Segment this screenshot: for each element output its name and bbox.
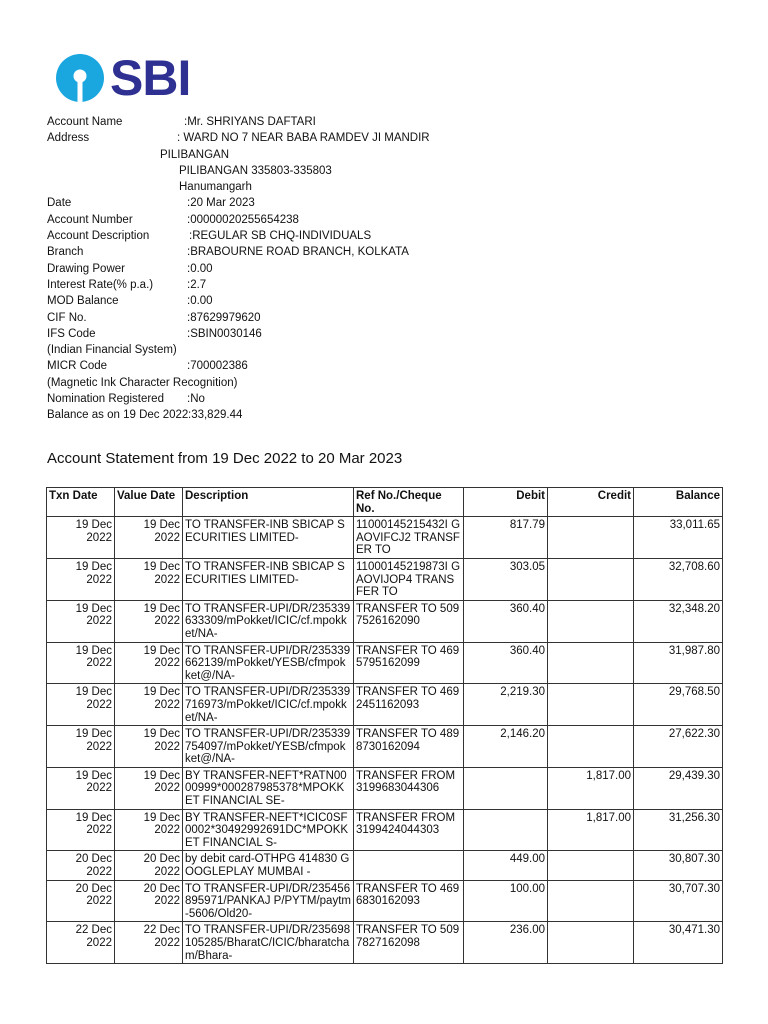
value-date-cell-text: 19 Dec 2022 — [143, 644, 180, 670]
balance-cell-text: 32,708.60 — [668, 560, 720, 573]
txn-date-cell-text: 22 Dec 2022 — [75, 924, 112, 949]
ref-no-cell — [354, 922, 464, 964]
description-cell — [183, 851, 354, 880]
header-ref-no: Ref No./Cheque No. — [354, 488, 464, 517]
value-date-cell-text: 19 Dec 2022 — [143, 602, 180, 628]
account-field-row — [47, 326, 607, 342]
description-cell — [183, 809, 354, 851]
ref-no-cell-text: TRANSFER TO 4695795162099 — [356, 644, 460, 670]
statement-title: Account Statement from 19 Dec 2022 to 20 Mar 2023 — [47, 450, 403, 467]
txn-date-cell — [47, 726, 115, 768]
account-field-row — [47, 244, 607, 260]
header-value-date: Value Date — [115, 488, 183, 517]
txn-date-cell — [47, 600, 115, 642]
description-cell-text: TO TRANSFER-UPI/DR/235339754097/mPokket/YESB/cfmpokket@/NA- — [185, 728, 351, 766]
value-date-cell — [115, 517, 183, 559]
credit-cell — [548, 726, 634, 768]
value-date-cell-text: 19 Dec 2022 — [143, 686, 180, 711]
brand-name: SBI — [110, 50, 191, 106]
ref-no-cell — [354, 880, 464, 922]
debit-cell-text: 100.00 — [509, 882, 545, 895]
account-field-label: Address — [47, 132, 90, 145]
account-field-value: PILIBANGAN — [160, 148, 230, 161]
account-field-label: CIF No. — [47, 311, 87, 324]
value-date-cell — [115, 726, 183, 768]
account-field-value: :BRABOURNE ROAD BRANCH, KOLKATA — [187, 246, 409, 259]
description-cell-text: by debit card-OTHPG 414830 GOOGLEPLAY MUMBAI - — [185, 853, 350, 879]
balance-cell-text: 27,622.30 — [668, 728, 720, 741]
debit-cell-text: 236.00 — [509, 924, 545, 937]
account-field-row — [47, 179, 607, 195]
account-field-row — [47, 163, 607, 179]
account-field-label: (Magnetic Ink Character Recognition) — [47, 376, 238, 389]
account-field-value: :00000020255654238 — [187, 213, 299, 226]
balance-cell — [634, 922, 723, 964]
account-field-value: :REGULAR SB CHQ-INDIVIDUALS — [189, 230, 372, 243]
balance-cell — [634, 726, 723, 768]
description-cell — [183, 600, 354, 642]
account-field-row — [47, 261, 607, 277]
ref-no-cell — [354, 851, 464, 880]
account-field-label: Drawing Power — [47, 262, 125, 275]
balance-cell-text: 31,256.30 — [668, 811, 720, 824]
sbi-keyhole-logo-icon — [54, 52, 106, 104]
account-field-row — [47, 375, 607, 391]
ref-no-cell-text: TRANSFER TO 5097827162098 — [356, 924, 460, 949]
header-debit: Debit — [464, 488, 548, 517]
header-credit: Credit — [548, 488, 634, 517]
table-row — [47, 642, 723, 684]
ref-no-cell — [354, 726, 464, 768]
debit-cell — [464, 851, 548, 880]
description-cell-text: TO TRANSFER-UPI/DR/235339662139/mPokket/YESB/cfmpokket@/NA- — [185, 644, 351, 682]
txn-date-cell-text: 19 Dec 2022 — [75, 602, 112, 628]
credit-cell — [548, 767, 634, 809]
credit-cell — [548, 517, 634, 559]
table-row — [47, 767, 723, 809]
description-cell — [183, 517, 354, 559]
account-field-value: :SBIN0030146 — [187, 327, 262, 340]
account-field-row — [47, 114, 607, 130]
credit-cell-text: 1,817.00 — [586, 769, 631, 782]
description-cell-text: TO TRANSFER-INB SBICAP SECURITIES LIMITED- — [185, 560, 345, 586]
account-field-label: Balance as on 19 Dec 2022 — [47, 409, 189, 422]
account-field-row — [47, 212, 607, 228]
table-row — [47, 922, 723, 964]
account-field-label: Interest Rate(% p.a.) — [47, 278, 154, 291]
txn-date-cell-text: 19 Dec 2022 — [75, 769, 112, 795]
balance-cell-text: 32,348.20 — [668, 602, 720, 615]
account-field-value: :87629979620 — [187, 311, 261, 324]
description-cell-text: TO TRANSFER-UPI/DR/235698105285/BharatC/ICIC/bharatcham/Bhara- — [185, 924, 351, 962]
balance-cell-text: 33,011.65 — [669, 519, 720, 532]
account-field-row — [47, 228, 607, 244]
credit-cell — [548, 600, 634, 642]
credit-cell — [548, 558, 634, 600]
value-date-cell — [115, 767, 183, 809]
debit-cell-text: 360.40 — [509, 602, 545, 615]
ref-no-cell-text: TRANSFER FROM 3199683044306 — [356, 769, 456, 795]
account-field-label: Account Number — [47, 213, 133, 226]
ref-no-cell-text: TRANSFER TO 4692451162093 — [356, 686, 460, 711]
txn-date-cell-text: 19 Dec 2022 — [75, 644, 112, 670]
credit-cell — [548, 922, 634, 964]
txn-date-cell — [47, 517, 115, 559]
account-field-value: :No — [187, 393, 205, 406]
value-date-cell — [115, 880, 183, 922]
account-field-value: :33,829.44 — [188, 409, 243, 422]
txn-date-cell — [47, 767, 115, 809]
description-cell — [183, 880, 354, 922]
txn-date-cell — [47, 922, 115, 964]
ref-no-cell-text: TRANSFER TO 4696830162093 — [356, 882, 460, 908]
description-cell-text: BY TRANSFER-NEFT*RATN0000999*000287985378*MPOKKET FINANCIAL SE- — [185, 769, 347, 808]
balance-cell — [634, 684, 723, 726]
table-row — [47, 558, 723, 600]
account-field-row — [47, 391, 607, 407]
debit-cell-text: 360.40 — [509, 644, 545, 657]
ref-no-cell-text: TRANSFER TO 4898730162094 — [356, 728, 460, 753]
ref-no-cell — [354, 684, 464, 726]
description-cell-text: TO TRANSFER-UPI/DR/235456895971/PANKAJ P/PYTM/paytm-5606/Old20- — [185, 882, 351, 920]
credit-cell — [548, 851, 634, 880]
txn-date-cell-text: 19 Dec 2022 — [75, 686, 112, 711]
ref-no-cell — [354, 642, 464, 684]
txn-date-cell — [47, 558, 115, 600]
credit-cell-text: 1,817.00 — [586, 811, 631, 824]
txn-date-cell-text: 20 Dec 2022 — [75, 853, 112, 879]
balance-cell — [634, 558, 723, 600]
account-field-label: MICR Code — [47, 360, 108, 373]
txn-date-cell — [47, 684, 115, 726]
header-txn-date: Txn Date — [47, 488, 115, 517]
description-cell — [183, 922, 354, 964]
credit-cell — [548, 880, 634, 922]
account-field-label: Account Description — [47, 230, 150, 243]
ref-no-cell-text: TRANSFER FROM 3199424044303 — [356, 811, 456, 837]
debit-cell — [464, 880, 548, 922]
value-date-cell — [115, 684, 183, 726]
value-date-cell — [115, 809, 183, 851]
debit-cell — [464, 558, 548, 600]
table-row — [47, 517, 723, 559]
txn-date-cell-text: 19 Dec 2022 — [75, 811, 112, 837]
value-date-cell — [115, 642, 183, 684]
debit-cell — [464, 684, 548, 726]
value-date-cell — [115, 600, 183, 642]
description-cell — [183, 642, 354, 684]
account-field-row — [47, 277, 607, 293]
debit-cell — [464, 600, 548, 642]
txn-date-cell — [47, 809, 115, 851]
value-date-cell-text: 19 Dec 2022 — [143, 769, 180, 795]
account-field-label: Nomination Registered — [47, 393, 164, 406]
balance-cell — [634, 851, 723, 880]
txn-date-cell-text: 19 Dec 2022 — [75, 728, 112, 753]
account-field-value: Hanumangarh — [179, 181, 252, 194]
debit-cell — [464, 809, 548, 851]
ref-no-cell — [354, 767, 464, 809]
balance-cell-text: 30,807.30 — [668, 853, 720, 866]
account-field-value: :700002386 — [187, 360, 248, 373]
credit-cell — [548, 642, 634, 684]
balance-cell-text: 29,439.30 — [668, 769, 720, 782]
debit-cell-text: 449.00 — [509, 853, 545, 866]
ref-no-cell — [354, 517, 464, 559]
account-field-value: : WARD NO 7 NEAR BABA RAMDEV JI MANDIR — [177, 132, 430, 145]
value-date-cell-text: 19 Dec 2022 — [143, 519, 180, 544]
debit-cell-text: 2,146.20 — [500, 728, 545, 741]
credit-cell — [548, 684, 634, 726]
account-details — [47, 114, 607, 424]
description-cell — [183, 558, 354, 600]
table-row — [47, 880, 723, 922]
table-row — [47, 600, 723, 642]
account-field-label: IFS Code — [47, 327, 96, 340]
account-field-label: Account Name — [47, 116, 123, 128]
value-date-cell-text: 20 Dec 2022 — [143, 882, 180, 908]
balance-cell-text: 31,987.80 — [668, 644, 720, 657]
table-row — [47, 809, 723, 851]
ref-no-cell — [354, 809, 464, 851]
value-date-cell-text: 19 Dec 2022 — [143, 811, 180, 837]
description-cell — [183, 726, 354, 768]
description-cell-text: BY TRANSFER-NEFT*ICIC0SF0002*30492992691DC*MPOKKET FINANCIAL S- — [185, 811, 349, 849]
account-field-value: :0.00 — [187, 262, 213, 275]
account-field-value: :Mr. SHRIYANS DAFTARI — [184, 116, 316, 128]
account-field-label: Date — [47, 197, 72, 210]
value-date-cell-text: 20 Dec 2022 — [143, 853, 180, 879]
header-balance: Balance — [634, 488, 723, 517]
debit-cell — [464, 922, 548, 964]
table-header-row — [47, 488, 723, 517]
table-row — [47, 726, 723, 768]
transactions-table — [46, 487, 723, 964]
ref-no-cell-text: 11000145219873I GAOVIJOP4 TRANSFER TO — [356, 560, 461, 599]
debit-cell-text: 817.79 — [509, 519, 545, 532]
table-row — [47, 851, 723, 880]
value-date-cell — [115, 922, 183, 964]
account-field-row — [47, 342, 607, 358]
description-cell — [183, 767, 354, 809]
account-field-row — [47, 195, 607, 211]
account-field-value: :0.00 — [187, 295, 213, 308]
sbi-logo — [54, 52, 190, 104]
debit-cell — [464, 726, 548, 768]
account-field-row — [47, 407, 607, 423]
description-cell-text: TO TRANSFER-INB SBICAP SECURITIES LIMITED- — [185, 519, 345, 544]
account-field-label: (Indian Financial System) — [47, 344, 177, 357]
value-date-cell — [115, 558, 183, 600]
balance-cell-text: 30,471.30 — [668, 924, 720, 937]
account-field-row — [47, 147, 607, 163]
description-cell-text: TO TRANSFER-UPI/DR/235339716973/mPokket/ICIC/cf.mpokket/NA- — [185, 686, 351, 724]
txn-date-cell-text: 19 Dec 2022 — [75, 560, 112, 586]
description-cell — [183, 684, 354, 726]
account-field-label: MOD Balance — [47, 295, 119, 308]
ref-no-cell — [354, 600, 464, 642]
debit-cell — [464, 517, 548, 559]
value-date-cell-text: 22 Dec 2022 — [143, 924, 180, 949]
table-row — [47, 684, 723, 726]
account-field-row — [47, 310, 607, 326]
txn-date-cell — [47, 851, 115, 880]
balance-cell-text: 30,707.30 — [668, 882, 720, 895]
debit-cell-text: 303.05 — [509, 560, 545, 573]
value-date-cell-text: 19 Dec 2022 — [143, 560, 180, 586]
ref-no-cell — [354, 558, 464, 600]
balance-cell — [634, 880, 723, 922]
account-field-value: PILIBANGAN 335803-335803 — [179, 164, 332, 177]
account-field-label: Branch — [47, 246, 84, 259]
ref-no-cell-text: 11000145215432I GAOVIFCJ2 TRANSFER TO — [356, 519, 461, 557]
balance-cell — [634, 809, 723, 851]
account-field-value: :2.7 — [187, 278, 207, 291]
txn-date-cell — [47, 642, 115, 684]
balance-cell-text: 29,768.50 — [668, 686, 720, 699]
account-field-value: :20 Mar 2023 — [187, 197, 255, 210]
ref-no-cell-text: TRANSFER TO 5097526162090 — [356, 602, 460, 628]
header-description: Description — [183, 488, 354, 517]
credit-cell — [548, 809, 634, 851]
txn-date-cell-text: 20 Dec 2022 — [75, 882, 112, 908]
account-field-row — [47, 130, 607, 146]
balance-cell — [634, 642, 723, 684]
txn-date-cell-text: 19 Dec 2022 — [75, 519, 112, 544]
value-date-cell — [115, 851, 183, 880]
value-date-cell-text: 19 Dec 2022 — [143, 728, 180, 753]
account-field-row — [47, 358, 607, 374]
account-field-row — [47, 293, 607, 309]
balance-cell — [634, 767, 723, 809]
debit-cell-text: 2,219.30 — [500, 686, 545, 699]
balance-cell — [634, 600, 723, 642]
balance-cell — [634, 517, 723, 559]
debit-cell — [464, 767, 548, 809]
debit-cell — [464, 642, 548, 684]
txn-date-cell — [47, 880, 115, 922]
description-cell-text: TO TRANSFER-UPI/DR/235339633309/mPokket/ICIC/cf.mpokket/NA- — [185, 602, 351, 640]
